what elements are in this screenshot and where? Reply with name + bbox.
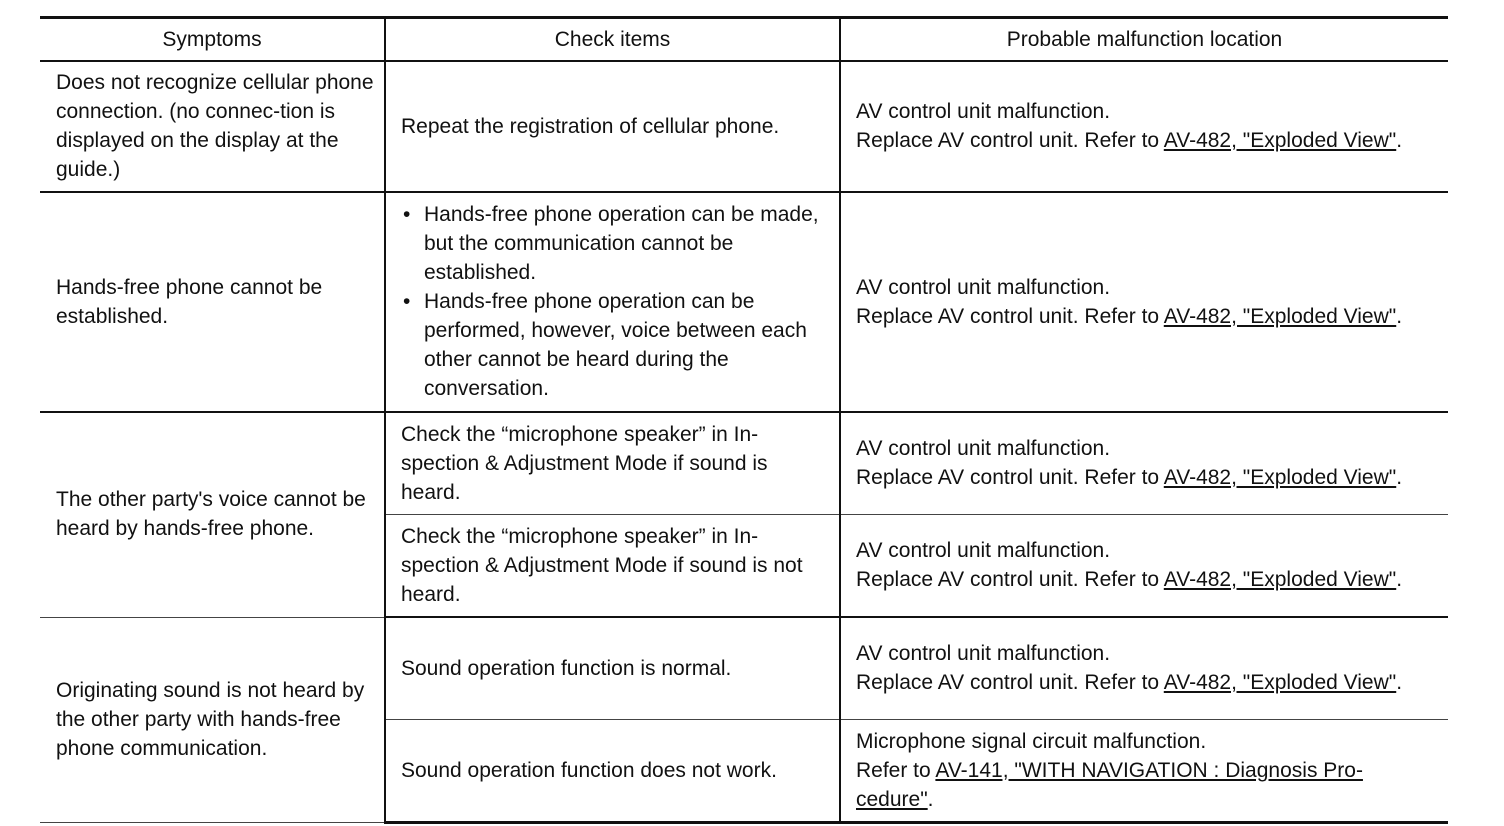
symptom-cell: Does not recognize cellular phone connection. (no connec-tion is displayed on the display at the guide.) — [40, 61, 385, 192]
location-cell — [840, 515, 1448, 618]
check-bullet: • Hands-free phone operation can be made, but the communication cannot be established. — [401, 200, 831, 287]
location-line1: AV control unit malfunction. — [856, 100, 1111, 123]
location-line1: AV control unit malfunction. — [856, 437, 1111, 460]
location-cell — [840, 61, 1448, 192]
table-row — [40, 192, 1448, 412]
check-bullet-list — [401, 200, 831, 403]
location-line2: Replace AV control unit. Refer to AV-482, "Exploded View". — [856, 568, 1403, 591]
header-probable-location: Probable malfunction location — [840, 18, 1448, 62]
check-cell: Sound operation function does not work. — [385, 720, 840, 823]
location-line1: AV control unit malfunction. — [856, 642, 1111, 665]
symptom-cell: The other party's voice cannot be heard by hands-free phone. — [40, 412, 385, 617]
reference-link[interactable]: AV-482, "Exploded View" — [1163, 466, 1397, 489]
reference-link[interactable]: AV-482, "Exploded View" — [1163, 129, 1397, 152]
table-row — [40, 61, 1448, 192]
location-line1: AV control unit malfunction. — [856, 275, 1111, 299]
table-row — [40, 412, 1448, 515]
reference-link[interactable]: AV-141, "WITH NAVIGATION : Diagnosis Pro-cedure" — [856, 758, 1363, 811]
check-cell: Check the “microphone speaker” in In-spection & Adjustment Mode if sound is not heard. — [385, 515, 840, 618]
location-line2: Refer to AV-141, "WITH NAVIGATION : Diagnosis Pro-cedure". — [856, 758, 1363, 811]
location-line2: Replace AV control unit. Refer to AV-482, "Exploded View". — [856, 304, 1403, 328]
reference-link[interactable]: AV-482, "Exploded View" — [1163, 671, 1397, 694]
location-cell — [840, 412, 1448, 515]
header-symptoms: Symptoms — [40, 18, 385, 62]
reference-link[interactable]: AV-482, "Exploded View" — [1163, 568, 1397, 591]
symptom-cell: Hands-free phone cannot be established. — [40, 192, 385, 412]
location-line1: Microphone signal circuit malfunction. — [856, 729, 1207, 753]
location-line1: AV control unit malfunction. — [856, 539, 1111, 562]
location-line2: Replace AV control unit. Refer to AV-482, "Exploded View". — [856, 466, 1403, 489]
diagnosis-table — [40, 16, 1448, 824]
check-cell: Repeat the registration of cellular phone. — [385, 61, 840, 192]
table-row — [40, 617, 1448, 720]
check-cell — [385, 192, 840, 412]
header-row — [40, 18, 1448, 62]
reference-link[interactable]: AV-482, "Exploded View" — [1163, 304, 1397, 328]
check-cell: Check the “microphone speaker” in In-spection & Adjustment Mode if sound is heard. — [385, 412, 840, 515]
location-cell — [840, 192, 1448, 412]
location-line2: Replace AV control unit. Refer to AV-482, "Exploded View". — [856, 671, 1403, 694]
location-cell — [840, 720, 1448, 823]
check-cell: Sound operation function is normal. — [385, 617, 840, 720]
header-check-items: Check items — [385, 18, 840, 62]
check-bullet: • Hands-free phone operation can be performed, however, voice between each other cannot be heard during the conversation. — [401, 287, 831, 403]
location-line2: Replace AV control unit. Refer to AV-482, "Exploded View". — [856, 129, 1403, 152]
location-cell — [840, 617, 1448, 720]
symptom-cell: Originating sound is not heard by the other party with hands-free phone communication. — [40, 617, 385, 823]
